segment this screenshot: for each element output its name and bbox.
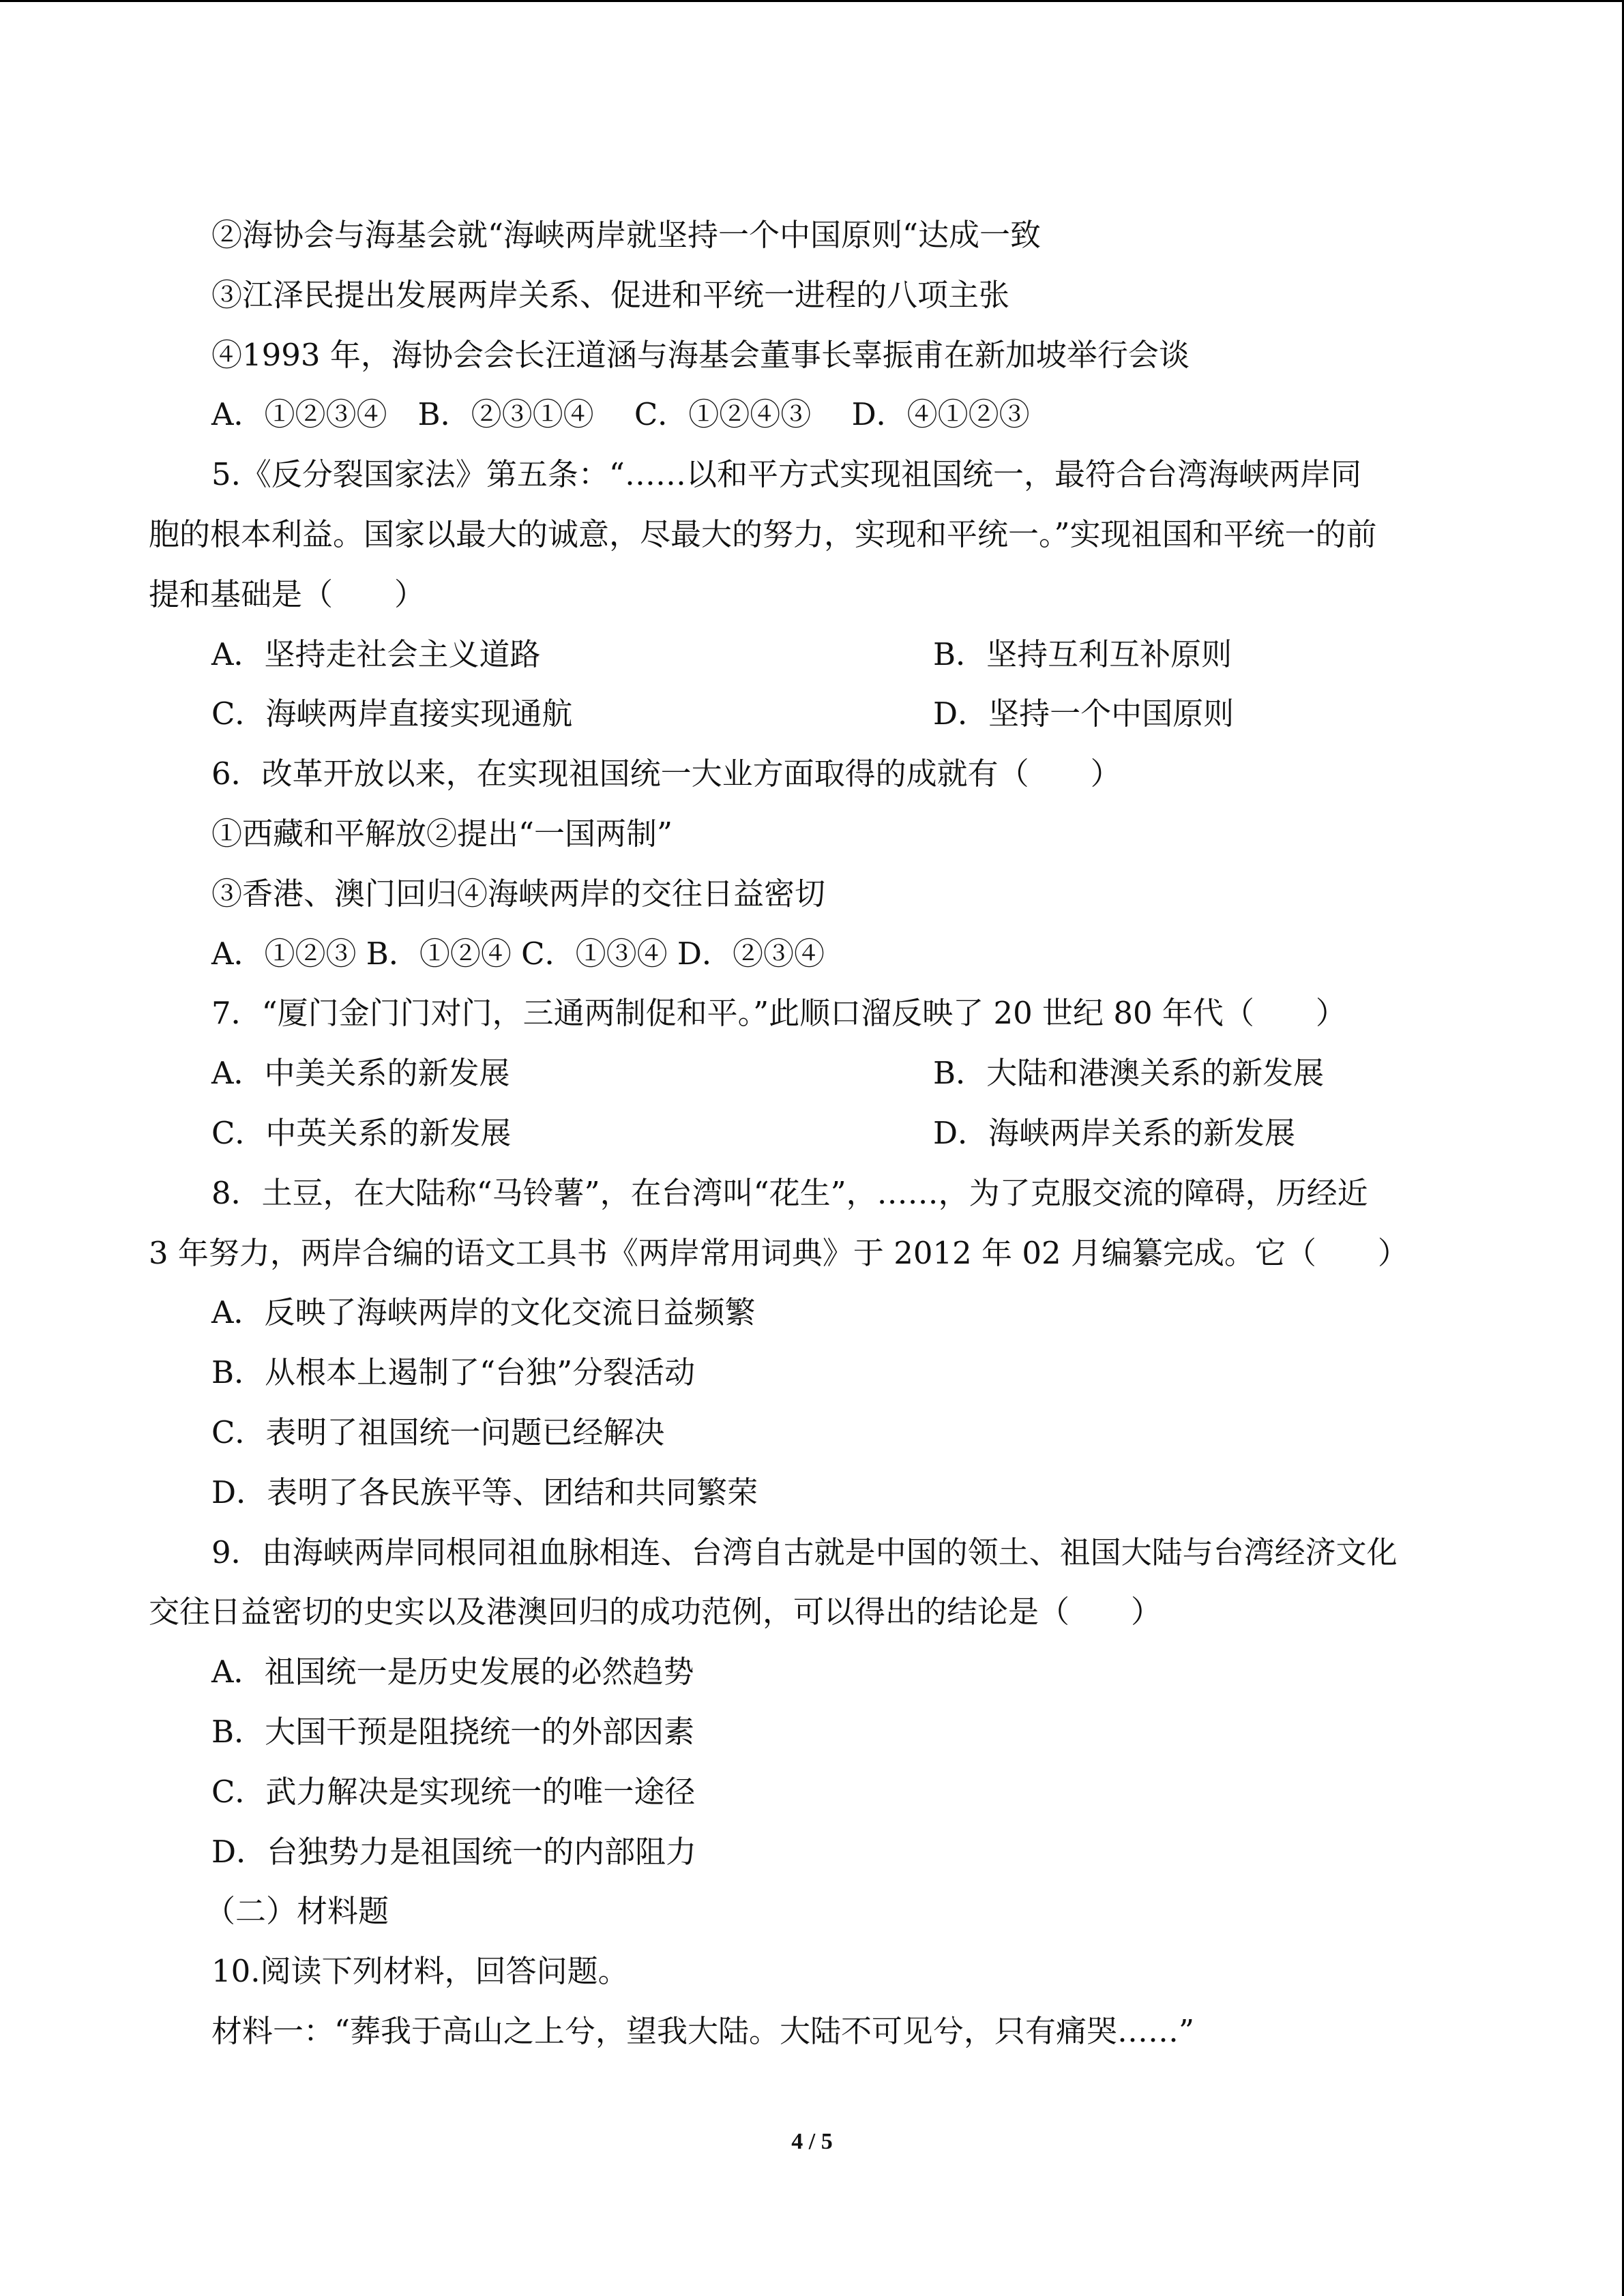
question-5-option-a: A．坚持走社会主义道路 (211, 636, 541, 672)
question-8-stem-line-2: 3 年努力，两岸合编的语文工具书《两岸常用词典》于 2012 年 02 月编纂完成。它（ ） (149, 1235, 1408, 1271)
question-4-item-3: ③江泽民提出发展两岸关系、促进和平统一进程的八项主张 (211, 277, 1010, 313)
section-heading-material: （二）材料题 (205, 1893, 389, 1929)
question-6-options: A．①②③ B．①②④ C．①③④ D．②③④ (211, 936, 825, 972)
question-7-stem: 7．“厦门金门门对门，三通两制促和平。”此顺口溜反映了 20 世纪 80 年代（ ） (211, 995, 1346, 1031)
question-5-options-row-2 (211, 694, 1303, 734)
question-9-option-a: A．祖国统一是历史发展的必然趋势 (211, 1654, 694, 1690)
question-5-options-row-1 (211, 634, 1303, 675)
question-5-option-d: D．坚持一个中国原则 (933, 696, 1235, 732)
question-9-option-b: B．大国干预是阻挠统一的外部因素 (211, 1714, 695, 1750)
question-8-option-d: D．表明了各民族平等、团结和共同繁荣 (211, 1474, 758, 1510)
question-5-option-b: B．坚持互利互补原则 (933, 636, 1232, 672)
question-6-items-3-4: ③香港、澳门回归④海峡两岸的交往日益密切 (211, 876, 826, 912)
question-8-stem-line-1: 8．土豆，在大陆称“马铃薯”，在台湾叫“花生”，……，为了克服交流的障碍，历经近 (211, 1175, 1368, 1211)
question-9-option-c: C．武力解决是实现统一的唯一途径 (211, 1774, 696, 1810)
question-7-option-a: A．中美关系的新发展 (211, 1055, 510, 1091)
question-4-item-2: ②海协会与海基会就“海峡两岸就坚持一个中国原则“达成一致 (211, 217, 1042, 253)
question-8-option-a: A．反映了海峡两岸的文化交流日益频繁 (211, 1294, 756, 1330)
question-9-option-d: D．台独势力是祖国统一的内部阻力 (211, 1834, 697, 1870)
question-4-item-4: ④1993 年，海协会会长汪道涵与海基会董事长辜振甫在新加坡举行会谈 (211, 337, 1190, 373)
question-9-stem-line-2: 交往日益密切的史实以及港澳回归的成功范例，可以得出的结论是（ ） (149, 1594, 1162, 1630)
question-9-stem-line-1: 9．由海峡两岸同根同祖血脉相连、台湾自古就是中国的领土、祖国大陆与台湾经济文化 (211, 1534, 1398, 1570)
question-7-option-c: C．中英关系的新发展 (211, 1115, 512, 1151)
question-7-options-row-2 (211, 1113, 1303, 1154)
question-6-stem: 6．改革开放以来，在实现祖国统一大业方面取得的成就有（ ） (211, 756, 1121, 792)
question-10-stem: 10.阅读下列材料，回答问题。 (211, 1953, 629, 1989)
question-6-items-1-2: ①西藏和平解放②提出“一国两制” (211, 816, 673, 852)
question-8-option-c: C．表明了祖国统一问题已经解决 (211, 1414, 665, 1450)
question-10-material-1: 材料一：“葬我于高山之上兮，望我大陆。大陆不可见兮，只有痛哭……” (211, 2013, 1195, 2049)
question-8-option-b: B．从根本上遏制了“台独”分裂活动 (211, 1354, 696, 1390)
question-5-stem-line-2: 胞的根本利益。国家以最大的诚意，尽最大的努力，实现和平统一。”实现祖国和平统一的前 (149, 516, 1377, 552)
question-7-option-d: D．海峡两岸关系的新发展 (933, 1115, 1296, 1151)
question-4-options: A．①②③④ B．②③①④ C．①②④③ D．④①②③ (211, 396, 1030, 432)
question-5-stem-line-1: 5.《反分裂国家法》第五条：“……以和平方式实现祖国统一，最符合台湾海峡两岸同 (211, 456, 1361, 492)
question-7-options-row-1 (211, 1053, 1325, 1094)
question-5-stem-line-3: 提和基础是（ ） (149, 576, 426, 612)
question-5-option-c: C．海峡两岸直接实现通航 (211, 696, 573, 732)
page-number: 4 / 5 (791, 2129, 833, 2154)
question-7-option-b: B．大陆和港澳关系的新发展 (933, 1055, 1325, 1091)
